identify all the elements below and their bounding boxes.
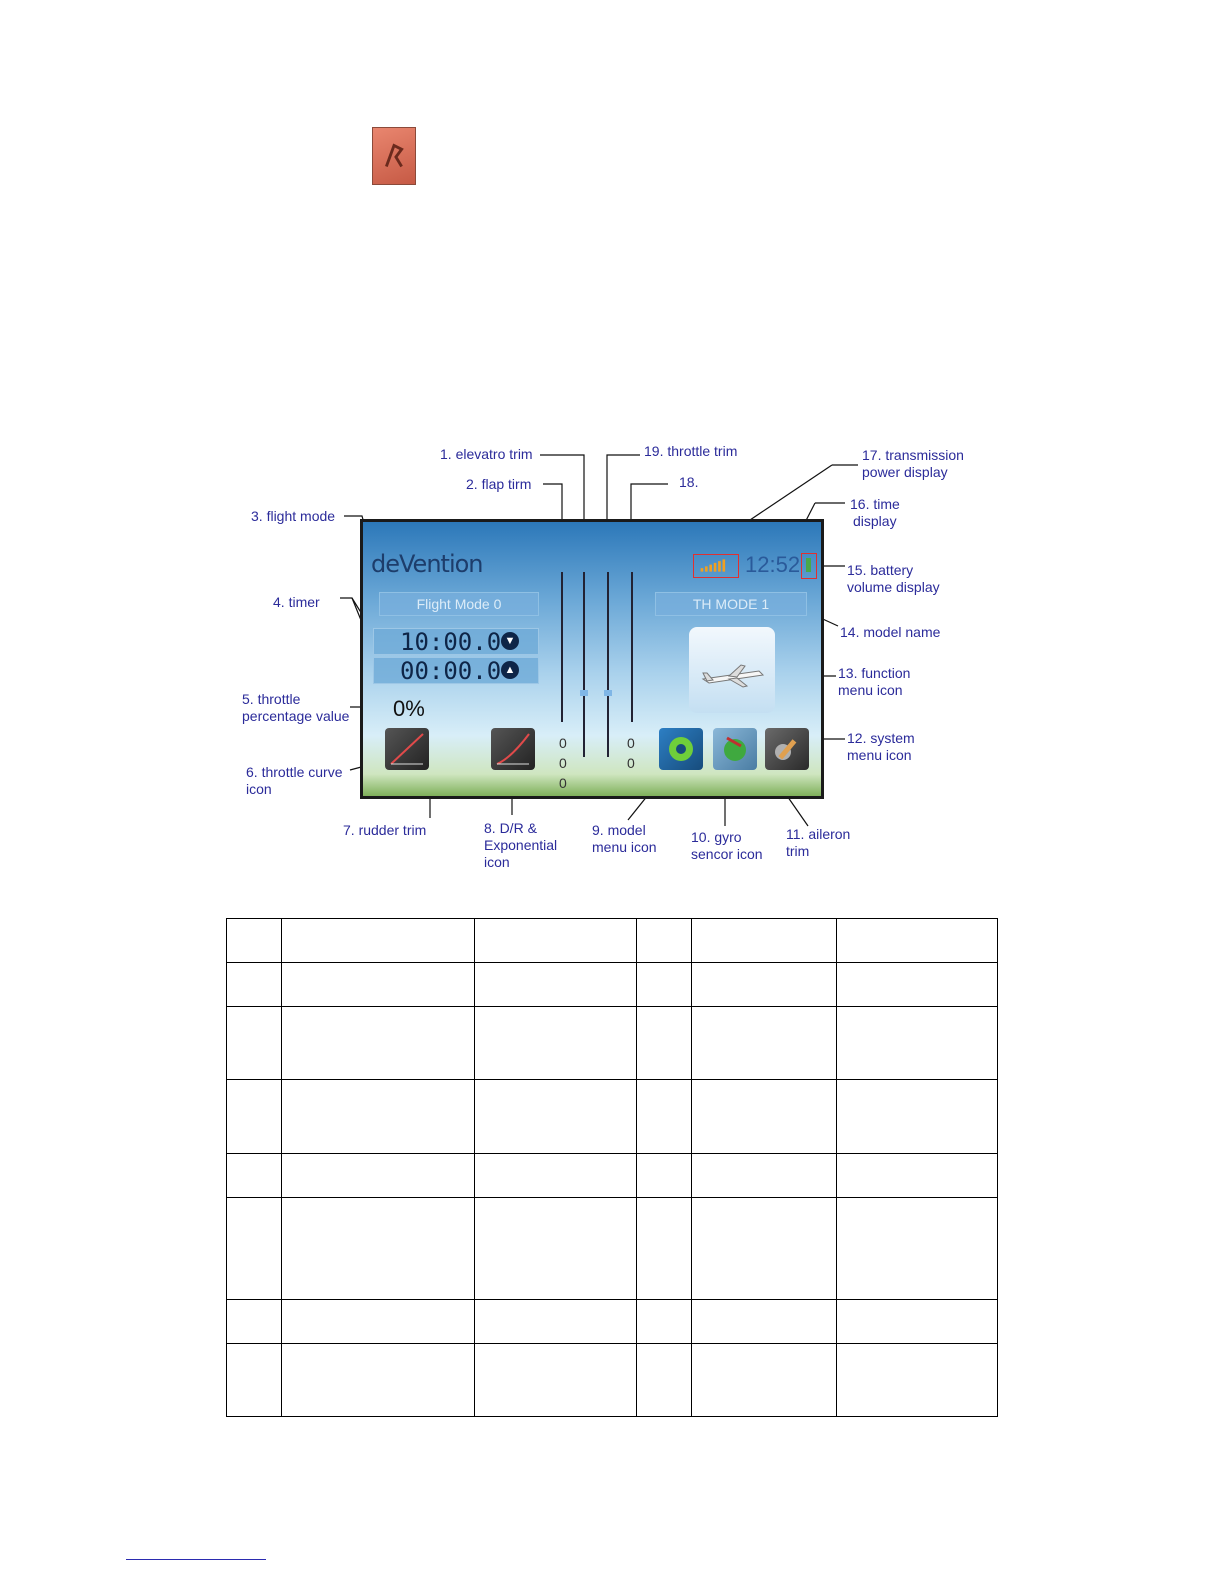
table-cell [837,1080,998,1154]
table-cell [227,1344,282,1417]
label-line: icon [246,781,272,797]
label-battery [847,562,940,596]
timer-1-value: 10:00.0 [400,628,502,656]
legend-table [226,918,998,1417]
logo-glyph [373,128,415,184]
gyro-sensor-icon[interactable] [713,728,757,770]
trim-value: 0 [559,775,567,791]
table-cell [475,1344,637,1417]
label-flight-mode: 3. flight mode [251,508,336,524]
table-cell [637,1080,692,1154]
throttle-trim-line [607,572,609,757]
table-cell [282,1007,475,1080]
table-cell [637,1300,692,1344]
label-line: power display [862,464,948,480]
table-cell [282,919,475,963]
table-cell [637,1154,692,1198]
chevron-up-icon[interactable]: ▲ [501,661,519,679]
table-cell [692,1344,837,1417]
elevator-trim-marker[interactable] [580,690,588,696]
label-eighteen: 18. [679,474,699,490]
brand-logo: deVention [371,550,483,578]
table-cell [692,1154,837,1198]
table-cell [692,963,837,1007]
table-row [227,1198,998,1300]
label-line: Exponential [484,837,558,853]
label-line: volume display [847,579,940,595]
table-cell [637,919,692,963]
label-line: 17. transmission [862,447,964,463]
table-cell [692,1198,837,1300]
label-dr-exponential [484,820,557,871]
table-row [227,1300,998,1344]
table-cell [637,1344,692,1417]
label-line: 16. time [850,496,900,512]
trim-value: 0 [627,735,635,751]
table-row [227,1080,998,1154]
label-line: 13. function [838,665,911,681]
transmission-power-icon [693,554,739,578]
label-elevator-trim: 1. elevatro trim [440,446,533,462]
label-line: 8. D/R & [484,820,537,836]
time-display: 12:52 [745,552,801,577]
trim-value: 0 [627,755,635,771]
label-transmission [862,447,964,481]
label-line: menu icon [592,839,657,855]
label-flap-trim: 2. flap tirm [466,476,532,492]
table-row [227,919,998,963]
chevron-down-icon[interactable]: ▼ [501,632,519,650]
table-cell [637,1198,692,1300]
label-model-menu [592,822,657,856]
battery-icon [801,553,817,579]
table-cell [637,1007,692,1080]
label-line: sencor icon [691,846,763,862]
footnote-rule [126,1559,266,1560]
label-throttle-trim: 19. throttle trim [644,443,738,459]
table-cell [637,963,692,1007]
label-function-menu [838,665,910,699]
table-row [227,1007,998,1080]
table-row [227,1344,998,1417]
label-rudder-trim: 7. rudder trim [343,822,427,838]
label-line: 10. gyro [691,829,742,845]
eighteen-trim-line [631,572,633,722]
table-cell [227,1300,282,1344]
function-menu-icon[interactable] [689,627,775,713]
label-timer: 4. timer [273,594,320,610]
table-cell [837,1154,998,1198]
label-time-display [850,496,900,530]
table-cell [475,1198,637,1300]
model-name-bar[interactable]: TH MODE 1 [655,592,807,616]
label-throttle-percentage [242,691,349,725]
trim-value: 0 [559,735,567,751]
table-cell [692,1007,837,1080]
label-line: 11. aileron [786,826,851,842]
label-line: trim [786,843,810,859]
table-cell [282,1198,475,1300]
model-menu-gear-icon[interactable] [659,728,703,770]
table-cell [837,963,998,1007]
label-gyro-sensor [691,829,763,863]
table-cell [475,1300,637,1344]
throttle-trim-marker[interactable] [604,690,612,696]
table-cell [837,1007,998,1080]
dr-exponential-icon[interactable] [491,728,535,770]
app-logo-icon [372,127,416,185]
trim-value: 0 [559,755,567,771]
table-cell [282,1080,475,1154]
label-line: menu icon [838,682,903,698]
timer-2-value: 00:00.0 [400,657,502,685]
table-cell [837,1344,998,1417]
table-cell [837,1300,998,1344]
transmitter-screen [360,519,824,799]
table-cell [227,919,282,963]
elevator-trim-line [583,572,585,757]
table-row [227,963,998,1007]
table-cell [475,919,637,963]
label-throttle-curve [246,764,343,798]
table-cell [282,963,475,1007]
table-cell [475,1080,637,1154]
table-cell [837,919,998,963]
table-cell [692,1080,837,1154]
table-cell [475,1154,637,1198]
table-cell [227,1154,282,1198]
table-cell [837,1198,998,1300]
label-line: percentage value [242,708,350,724]
table-cell [692,919,837,963]
label-line: menu icon [847,747,912,763]
table-cell [282,1344,475,1417]
table-cell [282,1300,475,1344]
table-cell [227,963,282,1007]
label-line: 5. throttle [242,691,301,707]
table-cell [227,1198,282,1300]
table-cell [227,1080,282,1154]
throttle-curve-icon[interactable] [385,728,429,770]
flight-mode-bar[interactable]: Flight Mode 0 [379,592,539,616]
label-line: 15. battery [847,562,914,578]
label-model-name: 14. model name [840,624,941,640]
label-line: icon [484,854,510,870]
label-line: display [853,513,897,529]
table-cell [282,1154,475,1198]
table-row [227,1154,998,1198]
table-cell [475,963,637,1007]
label-system-menu [847,730,915,764]
table-cell [227,1007,282,1080]
table-cell [475,1007,637,1080]
label-line: 12. system [847,730,915,746]
system-menu-wrench-icon[interactable] [765,728,809,770]
label-aileron-trim [786,826,850,860]
table-cell [692,1300,837,1344]
throttle-percentage: 0% [393,696,425,721]
label-line: 6. throttle curve [246,764,343,780]
label-line: 9. model [592,822,646,838]
flap-trim-line [561,572,563,722]
